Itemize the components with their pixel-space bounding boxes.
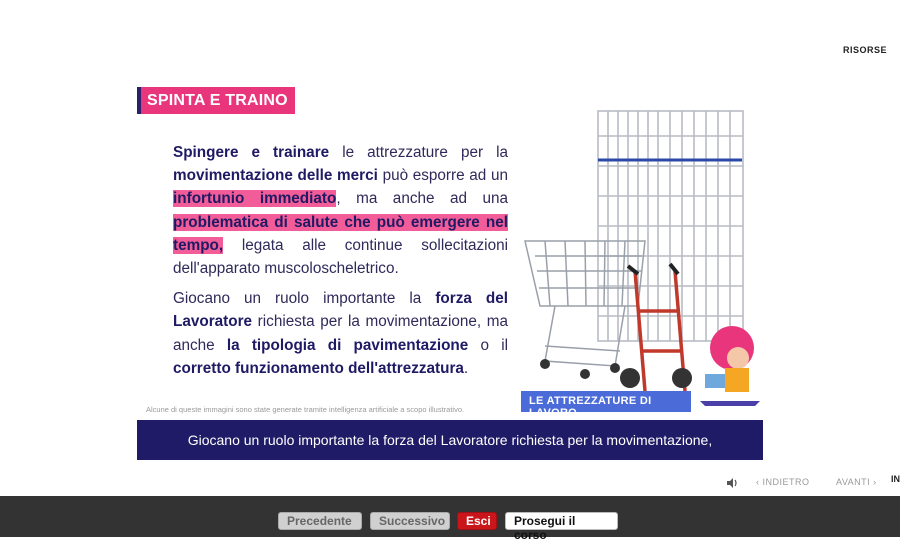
p1-text-2: le attrezzature per la xyxy=(329,144,508,161)
slide-navigation xyxy=(0,472,900,492)
chevron-left-icon: ‹ xyxy=(756,477,763,487)
back-label: INDIETRO xyxy=(762,477,810,487)
speaker-icon[interactable] xyxy=(726,477,738,489)
forward-button[interactable] xyxy=(836,477,877,487)
shopping-cart-image xyxy=(525,241,645,366)
forward-label: AVANTI xyxy=(836,477,871,487)
image-label-box xyxy=(521,391,691,419)
nav-extra-label[interactable]: IN xyxy=(891,474,900,484)
p1-bold-1: Spingere e trainare xyxy=(173,144,330,161)
image-label: LE ATTREZZATURE DI LAVORO xyxy=(529,395,652,419)
paragraph-2 xyxy=(173,287,508,380)
next-button[interactable]: Successivo xyxy=(370,512,450,530)
p2-text-7: . xyxy=(463,359,469,377)
back-button[interactable] xyxy=(756,477,810,487)
p1-text-4: può esporre ad un xyxy=(377,167,509,185)
slide-title: SPINTA E TRAINO xyxy=(147,92,288,109)
exit-button[interactable]: Esci xyxy=(457,512,497,530)
p1-highlight-7: problematica di salute che può emergere nel tempo, xyxy=(173,213,508,254)
ai-disclaimer: Alcune di queste immagini sono state generate tramite intelligenza artificiale a scopo illustrativo. xyxy=(146,405,465,414)
p1-bold-3: movimentazione delle merci xyxy=(173,167,378,185)
previous-button[interactable]: Precedente xyxy=(278,512,362,530)
p2-bold-2: forza del Lavoratore xyxy=(173,290,508,331)
slide-body xyxy=(173,141,508,380)
chevron-right-icon: › xyxy=(870,477,877,487)
p2-bold-4: la tipologia di pavimentazione xyxy=(226,336,469,354)
continue-course-button[interactable]: Prosegui il corso xyxy=(505,512,618,530)
p2-text-5: o il xyxy=(468,336,508,354)
p1-highlight-5: infortunio immediato xyxy=(173,190,337,208)
caption-text: Giocano un ruolo importante la forza del Lavoratore richiesta per la movimentazione, xyxy=(187,432,713,448)
slide-title-box xyxy=(137,87,295,114)
p1-text-8: legata alle continue sollecitazioni dell'apparato muscoloscheletrico. xyxy=(173,236,508,278)
p2-text-3: richiesta per la movimentazione, ma anche xyxy=(173,313,508,354)
footer-toolbar xyxy=(0,496,900,542)
equipment-illustration xyxy=(520,106,765,412)
p2-bold-6: corretto funzionamento dell'attrezzatura xyxy=(173,359,464,377)
p2-text-1: Giocano un ruolo importante la xyxy=(173,290,436,308)
caption-bar xyxy=(137,420,763,460)
worker-illustration xyxy=(700,326,760,406)
paragraph-1 xyxy=(173,141,508,280)
p1-text-6: , ma anche ad una xyxy=(336,190,508,208)
resources-link[interactable]: RISORSE xyxy=(842,45,887,55)
